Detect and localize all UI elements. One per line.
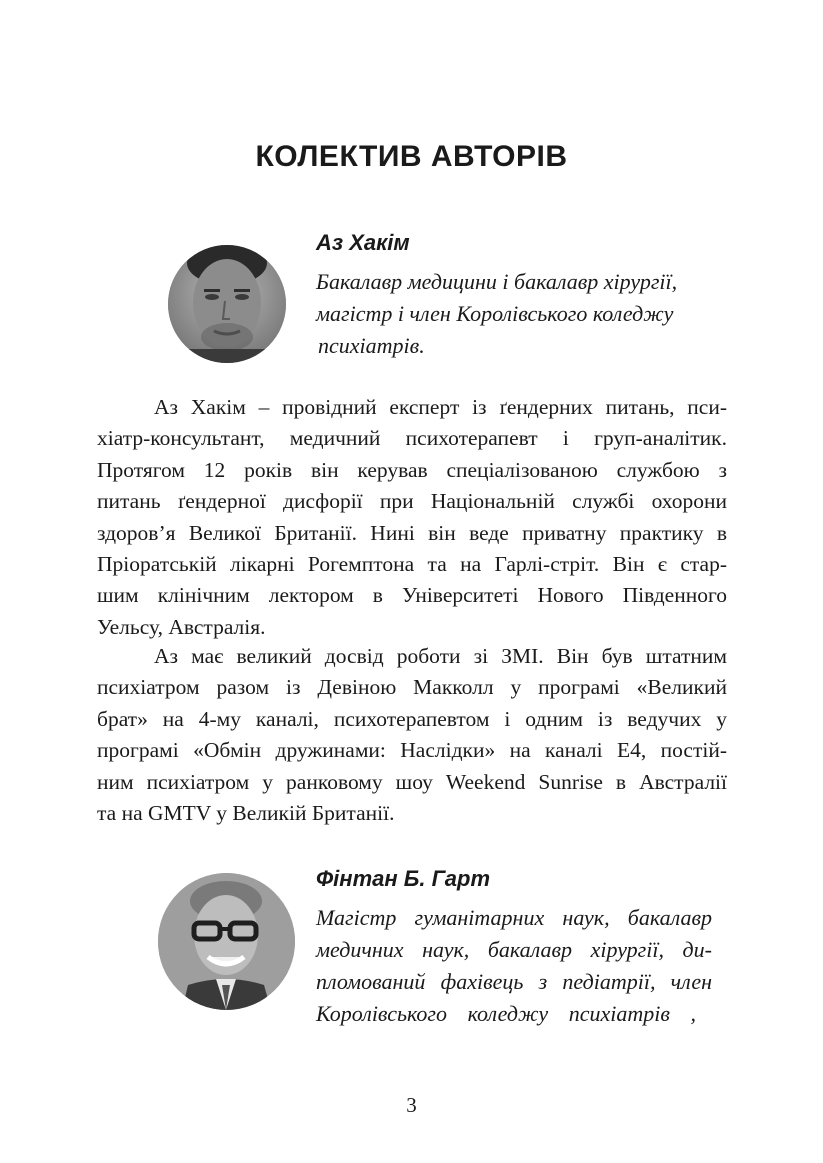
portrait-photo-icon bbox=[168, 245, 286, 363]
bio-line: питань ґендерної дисфорії при Національній службі охорони bbox=[97, 489, 727, 514]
credentials-line: магістр і член Королівського коледжу bbox=[316, 301, 674, 326]
credentials-line: Бакалавр медицини і бакалавр хірургії, bbox=[316, 269, 678, 294]
author-bio-paragraph-1 bbox=[97, 392, 727, 643]
author-name-hakim: Аз Хакім bbox=[316, 230, 410, 255]
bio-line: Пріоратській лікарні Рогемптона та на Гарлі-стріт. Він є стар- bbox=[97, 552, 727, 577]
credentials-line: медичних наук, бакалавр хірургії, ди- bbox=[316, 937, 712, 962]
bio-line: шим клінічним лектором в Університеті Нового Південного bbox=[97, 583, 727, 608]
credentials-line: пломований фахівець з педіатрії, член bbox=[316, 969, 712, 994]
credentials-line: психіатрів. bbox=[318, 333, 425, 358]
page-title: КОЛЕКТИВ АВТОРІВ bbox=[255, 140, 568, 173]
bio-line: здоров’я Великої Британії. Нині він веде приватну практику в bbox=[97, 520, 727, 545]
bio-line: психіатром разом із Девіною Макколл у програмі «Великий bbox=[97, 675, 727, 700]
bio-line: Протягом 12 років він керував спеціалізованою службою з bbox=[97, 457, 727, 482]
bio-line: ним психіатром у ранковому шоу Weekend Sunrise в Австралії bbox=[97, 769, 727, 794]
author-portrait-hakim bbox=[168, 245, 286, 363]
portrait-photo-icon bbox=[158, 873, 295, 1010]
bio-line: Аз має великий досвід роботи зі ЗМІ. Він був штатним bbox=[154, 644, 727, 668]
credentials-line: Королівського коледжу психіатрів , bbox=[316, 1001, 696, 1026]
bio-line: та на GMTV у Великій Британії. bbox=[97, 801, 395, 826]
bio-line: Аз Хакім – провідний експерт із ґендерних питань, пси- bbox=[154, 395, 727, 419]
author-credentials-hart bbox=[316, 902, 712, 1030]
author-name-hart: Фінтан Б. Гарт bbox=[316, 866, 491, 891]
bio-line: хіатр-консультант, медичний психотерапевт і груп-аналітик. bbox=[97, 426, 727, 451]
bio-line: Уельсу, Австралія. bbox=[97, 614, 266, 639]
author-bio-paragraph-2 bbox=[97, 641, 727, 829]
author-credentials-hakim bbox=[316, 266, 677, 362]
bio-line: програмі «Обмін дружинами: Наслідки» на каналі E4, постій- bbox=[97, 738, 727, 763]
bio-line: брат» на 4-му каналі, психотерапевтом і одним із ведучих у bbox=[97, 706, 727, 731]
credentials-line: Магістр гуманітарних наук, бакалавр bbox=[316, 905, 712, 930]
author-portrait-hart bbox=[158, 873, 295, 1010]
page-number: 3 bbox=[406, 1093, 417, 1117]
